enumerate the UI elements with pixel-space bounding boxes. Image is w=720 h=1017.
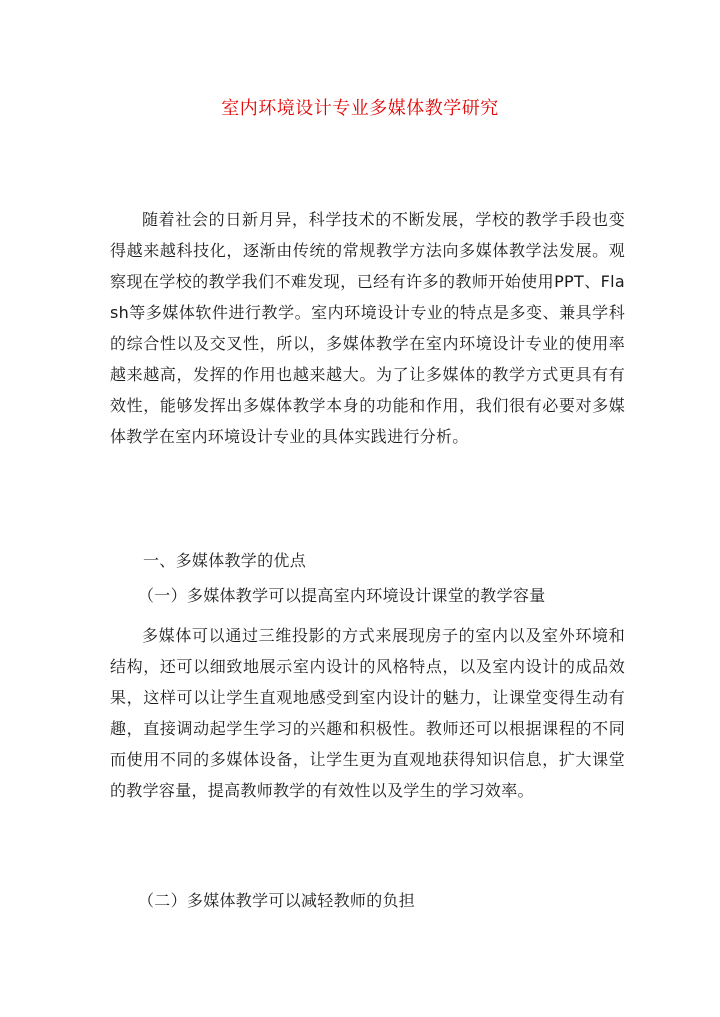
intro-paragraph: 随着社会的日新月异，科学技术的不断发展，学校的教学手段也变得越来越科技化，逐渐由传统的常规教学方法向多媒体教学法发展。观察现在学校的教学我们不难发现，已经有许多的教师开始使用PPT、Flash等多媒体软件进行教学。室内环境设计专业的特点是多变、兼具学科的综合性以及交叉性，所以，多媒体教学在室内环境设计专业的使用率越来越高，发挥的作用也越来越大。为了让多媒体的教学方式更具有有效性，能够发挥出多媒体教学本身的功能和作用，我们很有必要对多媒体教学在室内环境设计专业的具体实践进行分析。 [110,210,625,446]
capacity-paragraph: 多媒体可以通过三维投影的方式来展现房子的室内以及室外环境和结构，还可以细致地展示室内设计的风格特点，以及室内设计的成品效果，这样可以让学生直观地感受到室内设计的魅力，让课堂变得生动有趣，直接调动起学生学习的兴趣和积极性。教师还可以根据课程的不同而使用不同的多媒体设备，让学生更为直观地获得知识信息，扩大课堂的教学容量，提高教师教学的有效性以及学生的学习效率。 [110,626,625,800]
document-title: 室内环境设计专业多媒体教学研究 [221,98,499,119]
subsection-heading-capacity: （一）多媒体教学可以提高室内环境设计课堂的教学容量 [138,586,546,605]
subsection-heading-burden: （二）多媒体教学可以减轻教师的负担 [138,891,416,910]
section-heading-advantages: 一、多媒体教学的优点 [143,551,307,570]
